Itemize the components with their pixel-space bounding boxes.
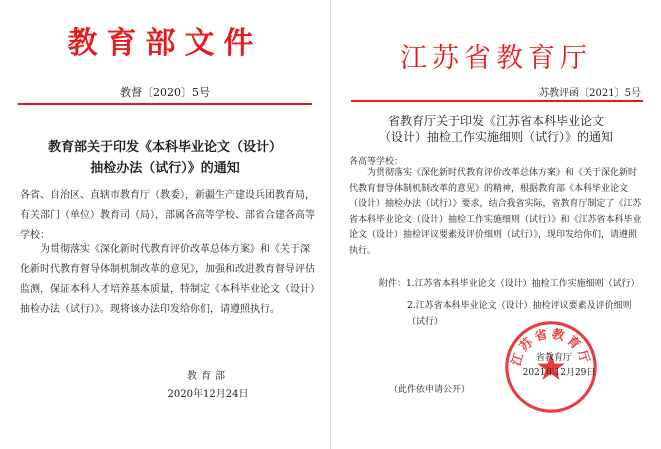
left-signature: 教育部 (187, 371, 229, 382)
left-heading-line2: 抽检办法（试行）》的通知 (90, 161, 240, 176)
right-public-note: （此件依申请公开） (389, 385, 471, 395)
right-doc-number: 苏教评函〔2021〕5号 (539, 88, 641, 99)
left-body: 为贯彻落实《深化新时代教育评价改革总体方案》和《关于深化新时代教育督导体制机制改革的意见》，加强和改进教育督导评估监测，保证本科人才培养基本质量，特制定《本科毕业论文（设计）抽检办法（试行）》。现将该办法印发给你们，请遵照执行。 (20, 244, 315, 315)
right-date: 2021年12月29日 (522, 368, 596, 378)
right-attachment-2: 2.江苏省本科毕业论文（设计）抽检评议要素及评价细则（试行） (407, 301, 632, 327)
left-recipients: 各省、自治区、直辖市教育厅（教委），新疆生产建设兵团教育局，有关部门（单位）教育司（局），部属各高等学校、部省合建各高等学校： (20, 190, 315, 241)
right-header-title: 江苏省教育厅 (400, 43, 592, 74)
left-document (0, 0, 330, 449)
right-red-rule (351, 100, 643, 102)
seal-text: 江苏省教育厅 (508, 325, 594, 368)
right-document (331, 0, 661, 449)
left-red-rule (18, 103, 312, 105)
right-signer: 省教育厅 (535, 353, 572, 363)
right-body: 为贯彻落实《深化新时代教育评价改革总体方案》和《关于深化新时代教育督导体制机制改革的意见》的精神，根据教育部《本科毕业论文（设计）抽检办法（试行）》要求，结合我省实际，省教育厅制定了《江苏省本科毕业论文（设计）抽检工作实施细则（试行）》和《江苏省本科毕业论文（设计）抽检评议要素及评价细则（试行）》，现印发给你们，请遵照执行。 (349, 168, 642, 256)
left-doc-number: 教督〔2020〕5号 (120, 86, 210, 99)
right-attachment-1: 附件：1.江苏省本科毕业论文（设计）抽检工作实施细则（试行） (379, 279, 640, 289)
right-heading-line1: 省教育厅关于印发《江苏省本科毕业论文 (387, 114, 604, 128)
left-header-title: 教育部文件 (67, 26, 263, 61)
right-heading-line2: （设计）抽检工作实施细则（试行）》的通知 (378, 130, 613, 144)
left-heading-line1: 教育部关于印发《本科毕业论文（设计） (47, 140, 282, 155)
right-salutation: 各高等学校： (349, 157, 404, 167)
left-date: 2020年12月24日 (167, 389, 249, 400)
